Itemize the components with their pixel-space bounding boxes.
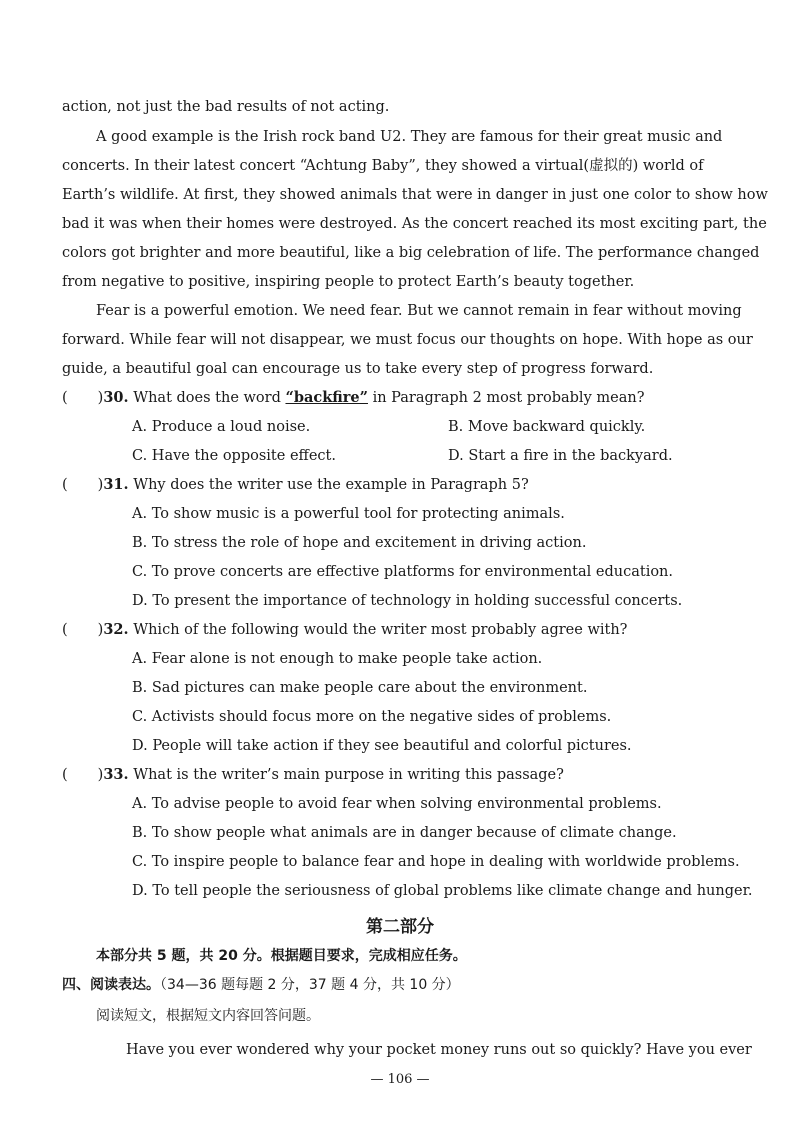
- option-c: C. To inspire people to balance fear and hope in dealing with worldwide problems.: [132, 854, 740, 870]
- question-30: [62, 388, 644, 408]
- question-stem-end: in Paragraph 2 most probably mean?: [367, 390, 645, 406]
- option-d: D. People will take action if they see beautiful and colorful pictures.: [132, 738, 632, 754]
- passage-line: concerts. In their latest concert “Achtung Baby”, they showed a virtual(虚拟的) world of: [62, 158, 704, 174]
- section-four-heading: [62, 975, 460, 995]
- passage-line: Fear is a powerful emotion. We need fear. But we cannot remain in fear without moving: [96, 303, 742, 319]
- question-stem: What does the word: [133, 390, 286, 406]
- option-a: A. Fear alone is not enough to make people take action.: [132, 651, 543, 667]
- option-d: D. To present the importance of technology in holding successful concerts.: [132, 593, 683, 609]
- section-four-score: （34—36 题每题 2 分，37 题 4 分，共 10 分）: [160, 977, 460, 993]
- reading-instruction: 阅读短文，根据短文内容回答问题。: [96, 1008, 320, 1024]
- section-four-title: 四、阅读表达。: [62, 977, 160, 993]
- option-a: A. To advise people to avoid fear when solving environmental problems.: [132, 796, 662, 812]
- answer-bracket-close: ): [97, 622, 104, 638]
- passage-line: A good example is the Irish rock band U2. They are famous for their great music and: [96, 129, 723, 145]
- question-number: 31.: [103, 476, 129, 493]
- option-c: C. To prove concerts are effective platforms for environmental education.: [132, 564, 674, 580]
- question-number: 33.: [103, 766, 129, 783]
- question-number: 32.: [103, 621, 129, 638]
- option-d: D. To tell people the seriousness of global problems like climate change and hunger.: [132, 883, 753, 899]
- question-33: [62, 765, 564, 785]
- passage-line: bad it was when their homes were destroyed. As the concert reached its most exciting part, the: [62, 216, 767, 232]
- question-31: [62, 475, 529, 495]
- question-stem: What is the writer’s main purpose in writing this passage?: [133, 767, 564, 783]
- passage-line: forward. While fear will not disappear, we must focus our thoughts on hope. With hope as our: [62, 332, 753, 348]
- option-d: D. Start a fire in the backyard.: [448, 448, 673, 464]
- option-a: A. To show music is a powerful tool for protecting animals.: [132, 506, 565, 522]
- answer-bracket-close: ): [97, 477, 104, 493]
- option-a: A. Produce a loud noise.: [132, 419, 311, 435]
- option-b: B. Move backward quickly.: [448, 419, 646, 435]
- answer-bracket-open[interactable]: (: [62, 477, 68, 493]
- passage-line: guide, a beautiful goal can encourage us to take every step of progress forward.: [62, 361, 654, 377]
- keyword-backfire: “backfire”: [285, 389, 368, 406]
- page-number: — 106 —: [370, 1072, 430, 1087]
- answer-bracket-close: ): [97, 390, 104, 406]
- passage-line: action, not just the bad results of not acting.: [62, 99, 390, 115]
- option-b: B. Sad pictures can make people care about the environment.: [132, 680, 588, 696]
- passage-line: from negative to positive, inspiring people to protect Earth’s beauty together.: [62, 274, 635, 290]
- answer-bracket-open[interactable]: (: [62, 767, 68, 783]
- passage-line: colors got brighter and more beautiful, like a big celebration of life. The performance changed: [62, 245, 760, 261]
- next-passage-line: Have you ever wondered why your pocket money runs out so quickly? Have you ever: [126, 1042, 752, 1058]
- option-b: B. To stress the role of hope and excitement in driving action.: [132, 535, 587, 551]
- question-stem: Which of the following would the writer most probably agree with?: [133, 622, 628, 638]
- question-stem: Why does the writer use the example in Paragraph 5?: [133, 477, 529, 493]
- option-c: C. Have the opposite effect.: [132, 448, 336, 464]
- answer-bracket-close: ): [97, 767, 104, 783]
- answer-bracket-open[interactable]: (: [62, 390, 68, 406]
- answer-bracket-open[interactable]: (: [62, 622, 68, 638]
- option-b: B. To show people what animals are in danger because of climate change.: [132, 825, 677, 841]
- question-32: [62, 620, 627, 640]
- option-c: C. Activists should focus more on the negative sides of problems.: [132, 709, 612, 725]
- passage-line: Earth’s wildlife. At first, they showed animals that were in danger in just one color to show how: [62, 187, 768, 203]
- part-two-title: 第二部分: [366, 917, 434, 937]
- question-number: 30.: [103, 389, 129, 406]
- part-two-intro: 本部分共 5 题，共 20 分。根据题目要求，完成相应任务。: [96, 948, 467, 964]
